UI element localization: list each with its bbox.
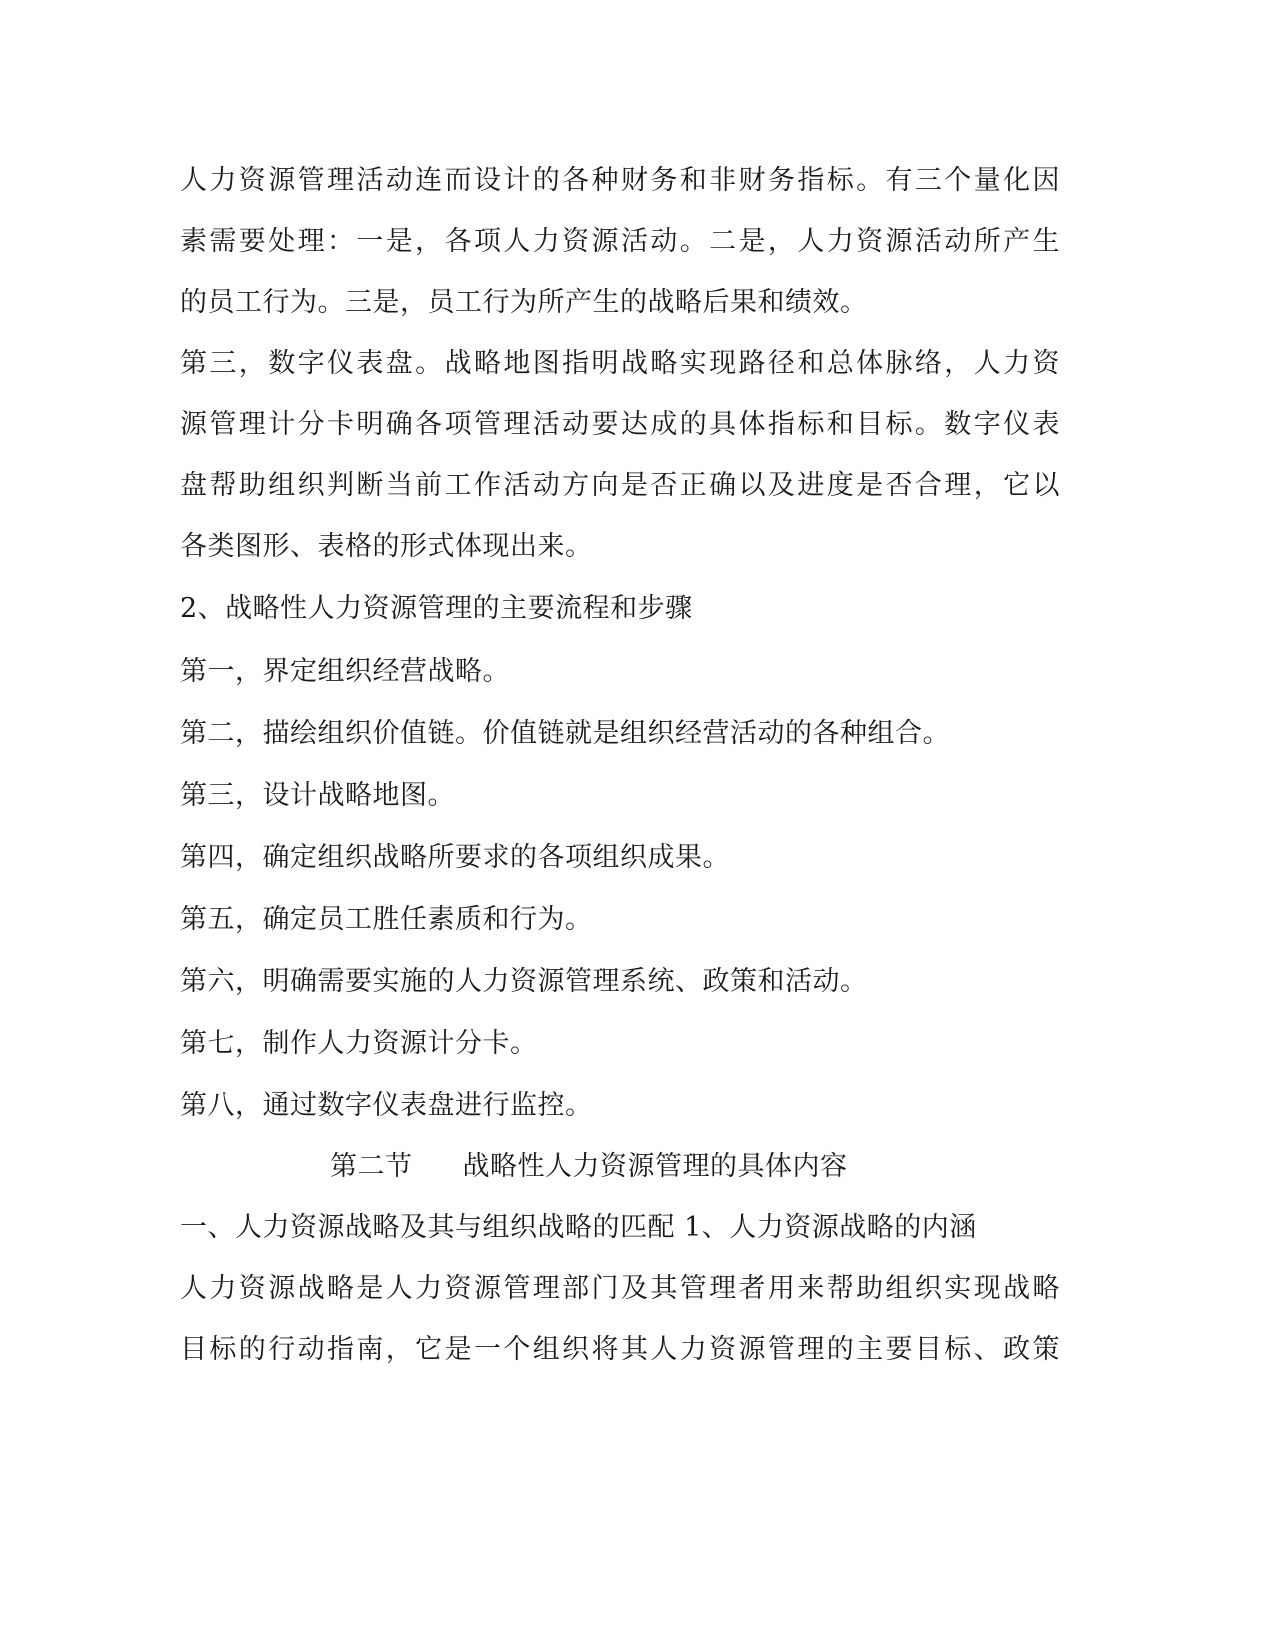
point-heading: 一、人力资源战略及其与组织战略的匹配 1、人力资源战略的内涵	[180, 1212, 977, 1243]
step-8: 第八，通过数字仪表盘进行监控。	[180, 1090, 593, 1121]
section-number: 第二节	[330, 1151, 413, 1182]
step-4: 第四，确定组织战略所要求的各项组织成果。	[180, 842, 730, 873]
step-5: 第五，确定员工胜任素质和行为。	[180, 904, 593, 935]
paragraph-2-line-1: 第三，数字仪表盘。战略地图指明战略实现路径和总体脉络，人力资	[180, 348, 1060, 379]
subheading: 2、战略性人力资源管理的主要流程和步骤	[180, 593, 693, 624]
step-7: 第七，制作人力资源计分卡。	[180, 1028, 538, 1059]
step-1: 第一，界定组织经营战略。	[180, 656, 510, 687]
paragraph-3-line-2: 目标的行动指南，它是一个组织将其人力资源管理的主要目标、政策	[180, 1334, 1060, 1365]
paragraph-1-line-2: 素需要处理：一是，各项人力资源活动。二是，人力资源活动所产生	[180, 226, 1060, 257]
step-2: 第二，描绘组织价值链。价值链就是组织经营活动的各种组合。	[180, 718, 950, 749]
paragraph-3-line-1: 人力资源战略是人力资源管理部门及其管理者用来帮助组织实现战略	[180, 1273, 1060, 1304]
step-3: 第三，设计战略地图。	[180, 780, 455, 811]
section-heading	[330, 1150, 848, 1184]
paragraph-2-line-2: 源管理计分卡明确各项管理活动要达成的具体指标和目标。数字仪表	[180, 409, 1060, 440]
paragraph-1-line-3: 的员工行为。三是，员工行为所产生的战略后果和绩效。	[180, 287, 868, 318]
paragraph-1-line-1: 人力资源管理活动连而设计的各种财务和非财务指标。有三个量化因	[180, 165, 1060, 196]
step-6: 第六，明确需要实施的人力资源管理系统、政策和活动。	[180, 966, 868, 997]
paragraph-2-line-4: 各类图形、表格的形式体现出来。	[180, 531, 593, 562]
paragraph-2-line-3: 盘帮助组织判断当前工作活动方向是否正确以及进度是否合理，它以	[180, 470, 1060, 501]
section-title: 战略性人力资源管理的具体内容	[462, 1151, 848, 1182]
